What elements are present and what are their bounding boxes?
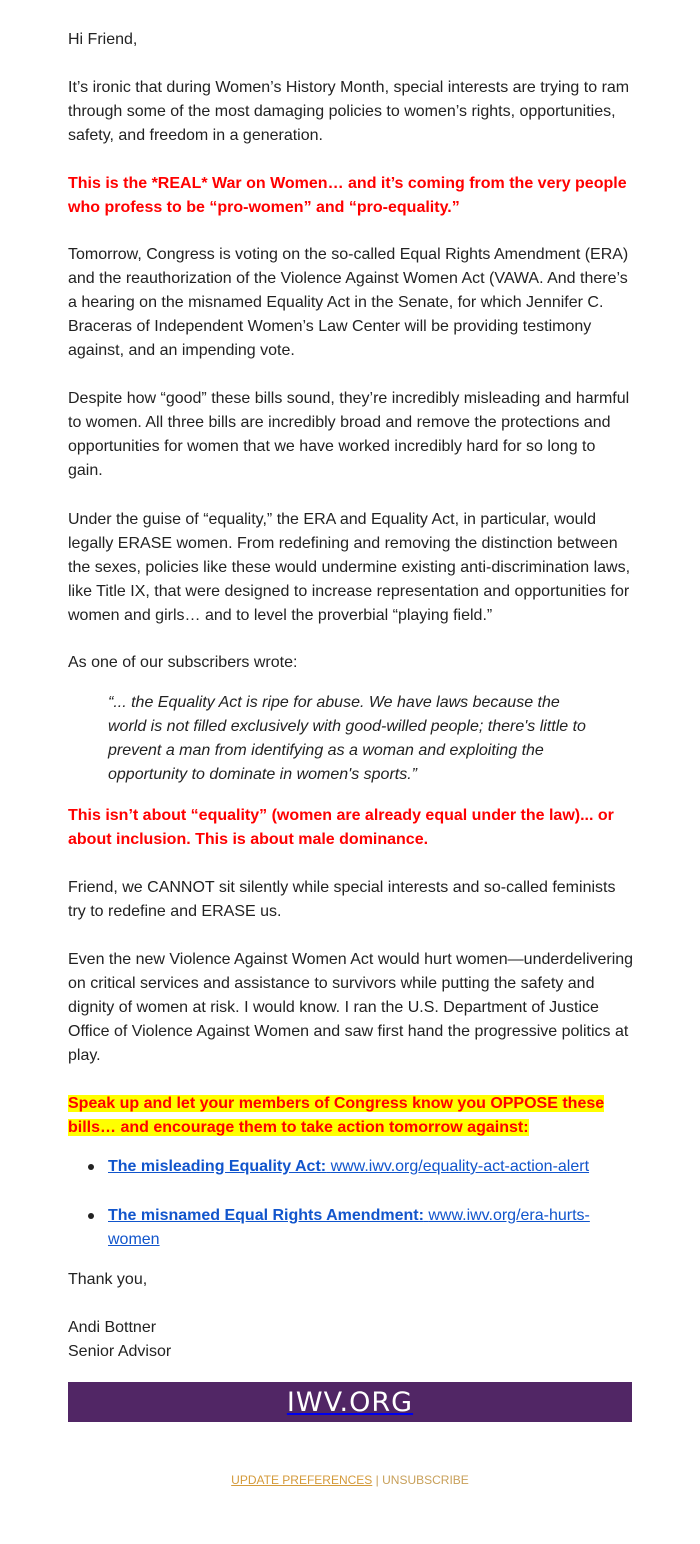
paragraph-cannot-sit-silently: Friend, we CANNOT sit silently while special interests and so-called feminists try to redefine and ERASE us.	[68, 879, 616, 920]
list-item	[68, 1204, 634, 1252]
unsubscribe-link[interactable]: UNSUBSCRIBE	[382, 1473, 469, 1487]
equality-act-link[interactable]	[108, 1158, 589, 1175]
paragraph-intro: It’s ironic that during Women’s History Month, special interests are trying to ram through some of the most damaging policies to women’s rights, opportunities, safety, and freedom in a generation.	[68, 79, 630, 144]
footer-separator: |	[375, 1473, 379, 1487]
list-item	[68, 1155, 634, 1179]
era-link[interactable]	[108, 1207, 590, 1248]
link-url: www.iwv.org/equality-act-action-alert	[330, 1158, 590, 1175]
alert-war-on-women: This is the *REAL* War on Women… and it’s coming from the very people who profess to be “pro-women” and “pro-equality.”	[68, 175, 627, 216]
closing: Thank you,	[68, 1271, 148, 1288]
paragraph-congress-vote: Tomorrow, Congress is voting on the so-called Equal Rights Amendment (ERA) and the reauthorization of the Violence Against Women Act (VAWA. And there’s a hearing on the misnamed Equality Act in the Senate, for which Jennifer C. Braceras of Independent Women’s Law Center will be providing testimony against, and an impending vote.	[68, 246, 629, 359]
alert-male-dominance: This isn’t about “equality” (women are already equal under the law)... or about inclusion. This is about male dominance.	[68, 807, 614, 848]
paragraph-misleading-bills: Despite how “good” these bills sound, they’re incredibly misleading and harmful to women. All three bills are incredibly broad and remove the protections and opportunities for women that we have worked incredibly hard for so long to gain.	[68, 390, 630, 479]
link-label: The misnamed Equal Rights Amendment:	[108, 1207, 424, 1224]
signature-title: Senior Advisor	[68, 1343, 172, 1360]
call-to-action	[68, 1092, 634, 1140]
action-links-list	[68, 1155, 634, 1277]
iwv-banner[interactable]	[68, 1382, 632, 1422]
subscriber-quote: “... the Equality Act is ripe for abuse. We have laws because the world is not filled exclusively with good-willed people; there's little to prevent a man from identifying as a woman and exploiting the opportunity to dominate in women's sports.”	[108, 694, 586, 783]
call-to-action-text: Speak up and let your members of Congress know you OPPOSE these bills… and encourage them to take action tomorrow against:	[68, 1095, 605, 1136]
footer	[0, 1472, 700, 1488]
link-label: The misleading Equality Act:	[108, 1158, 327, 1175]
greeting: Hi Friend,	[68, 31, 138, 48]
paragraph-subscriber-intro: As one of our subscribers wrote:	[68, 654, 298, 671]
paragraph-erase-women: Under the guise of “equality,” the ERA and Equality Act, in particular, would legally ERASE women. From redefining and removing the distinction between the sexes, policies like these would undermine existing anti-discrimination laws, like Title IX, that were designed to increase representation and opportunities for women and girls… and to level the proverbial “playing field.”	[68, 511, 631, 624]
update-preferences-link[interactable]: UPDATE PREFERENCES	[231, 1473, 373, 1487]
bullet-icon	[88, 1213, 94, 1219]
link-url: www.iwv.org/era-hurts-women	[108, 1207, 590, 1248]
iwv-logo: IWV.ORG	[286, 1386, 414, 1418]
signature-name: Andi Bottner	[68, 1319, 157, 1336]
bullet-icon	[88, 1164, 94, 1170]
paragraph-vawa: Even the new Violence Against Women Act would hurt women—underdelivering on critical services and assistance to survivors while putting the safety and dignity of women at risk. I would know. I ran the U.S. Department of Justice Office of Violence Against Women and saw first hand the progressive politics at play.	[68, 951, 634, 1064]
